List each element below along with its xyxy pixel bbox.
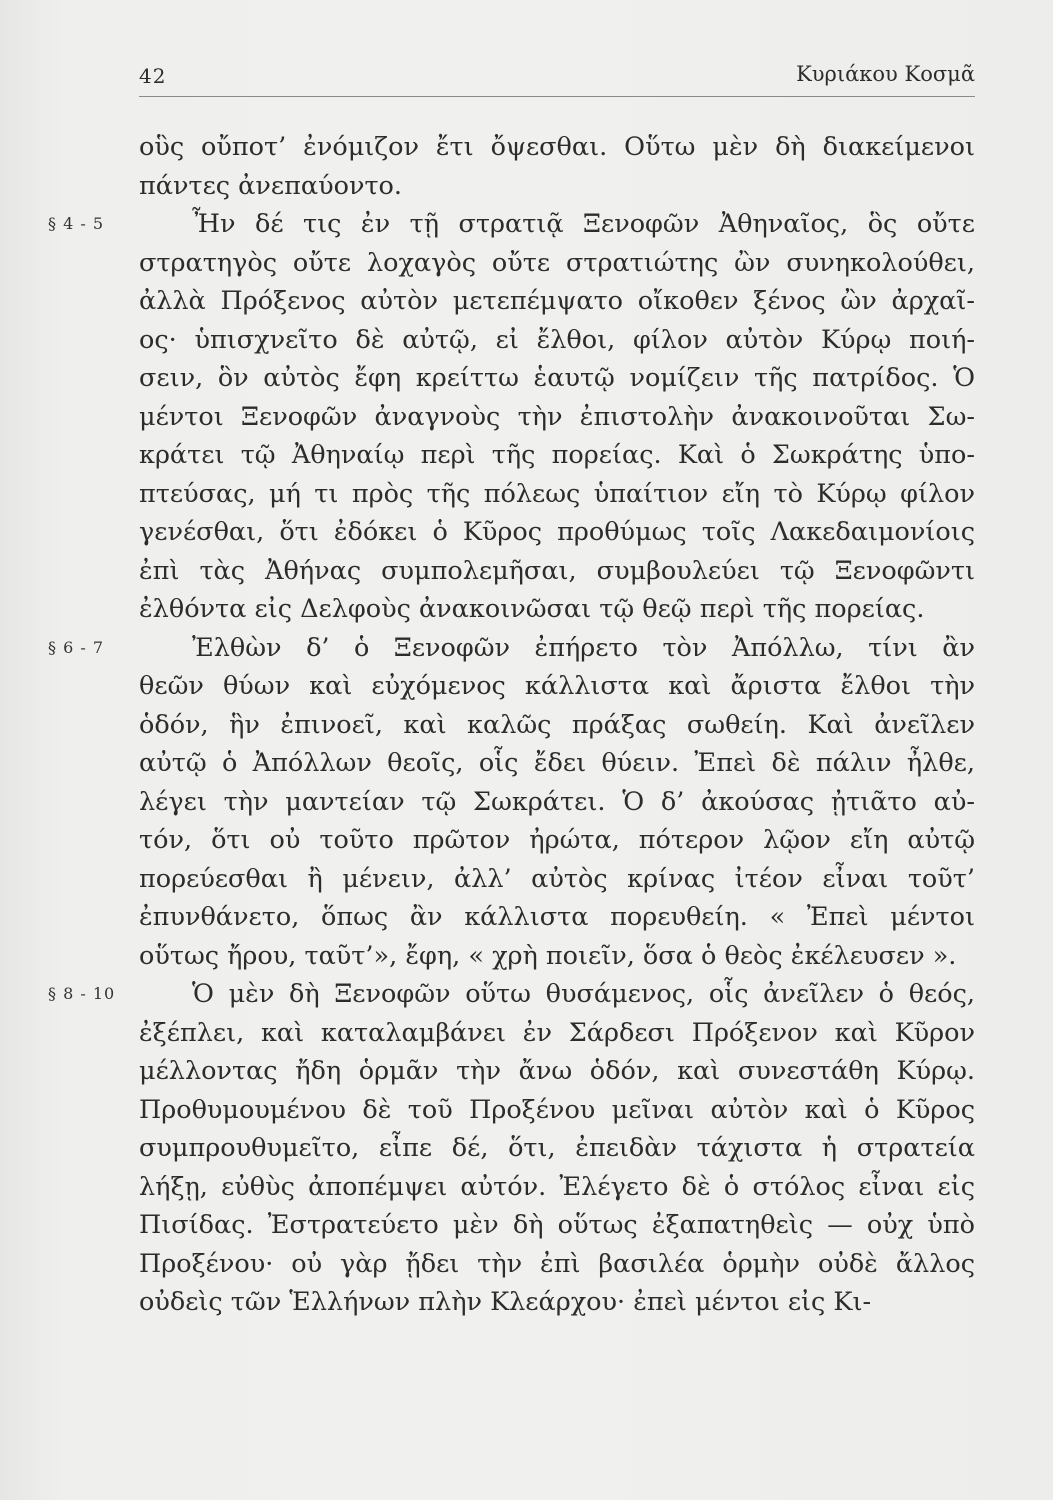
text-line <box>139 359 975 398</box>
line-text: γενέσθαι, ὅτι ἐδόκει ὁ Κῦρος προθύμως τοῖς Λακεδαιμονίοις <box>139 517 975 547</box>
text-line <box>139 321 975 360</box>
text-line <box>139 783 975 822</box>
text-line <box>139 552 975 591</box>
text-line <box>139 1091 975 1130</box>
line-text: κράτει τῷ Ἀθηναίῳ περὶ τῆς πορείας. Καὶ ὁ Σωκράτης ὑπο- <box>139 440 975 470</box>
running-head: Κυριάκου Κοσμᾶ <box>796 62 975 86</box>
text-line <box>139 937 975 976</box>
line-text: αὐτῷ ὁ Ἀπόλλων θεοῖς, οἷς ἔδει θύειν. Ἐπεὶ δὲ πάλιν ἦλθε, <box>139 748 975 778</box>
text-line <box>139 590 975 629</box>
text-line <box>139 1052 975 1091</box>
page-header <box>139 58 975 94</box>
text-line <box>139 1014 975 1053</box>
line-text: Πισίδας. Ἐστρατεύετο μὲν δὴ οὕτως ἐξαπατηθεὶς — οὐχ ὑπὸ <box>139 1210 975 1240</box>
text-line <box>139 1283 975 1322</box>
line-text: μέλλοντας ἤδη ὁρμᾶν τὴν ἄνω ὁδόν, καὶ συνεστάθη Κύρῳ. <box>139 1056 975 1086</box>
line-text: Προξένου· οὐ γὰρ ᾔδει τὴν ἐπὶ βασιλέα ὁρμὴν οὐδὲ ἄλλος <box>139 1248 975 1279</box>
line-text: Ἐλθὼν δ’ ὁ Ξενοφῶν ἐπήρετο τὸν Ἀπόλλω, τίνι ἂν <box>192 632 975 663</box>
page-number: 42 <box>139 64 167 88</box>
line-text: ἐπυνθάνετο, ὅπως ἂν κάλλιστα πορευθείη. « Ἐπεὶ μέντοι <box>139 902 975 932</box>
text-line <box>139 128 975 167</box>
line-text: μέντοι Ξενοφῶν ἀναγνοὺς τὴν ἐπιστολὴν ἀνακοινοῦται Σω- <box>139 401 975 432</box>
line-text: πτεύσας, μή τι πρὸς τῆς πόλεως ὑπαίτιον εἴη τὸ Κύρῳ φίλον <box>139 478 975 509</box>
line-text: Προθυμουμένου δὲ τοῦ Προξένου μεῖναι αὐτὸν καὶ ὁ Κῦρος <box>139 1094 975 1125</box>
line-text: ὁδόν, ἣν ἐπινοεῖ, καὶ καλῶς πράξας σωθείη. Καὶ ἀνεῖλεν <box>139 709 975 740</box>
section-marginal-note: § 6 - 7 <box>48 637 105 657</box>
text-line <box>139 706 975 745</box>
line-text: Ἦν δέ τις ἐν τῇ στρατιᾷ Ξενοφῶν Ἀθηναῖος, ὃς οὔτε <box>192 209 975 239</box>
text-line <box>139 744 975 783</box>
text-line <box>139 436 975 475</box>
text-line <box>139 167 975 206</box>
line-text: συμπρουθυμεῖτο, εἶπε δέ, ὅτι, ἐπειδὰν τάχιστα ἡ στρατεία <box>139 1133 975 1163</box>
text-line <box>139 398 975 437</box>
text-line <box>139 667 975 706</box>
body-text <box>48 128 975 1322</box>
text-line <box>48 629 975 668</box>
text-line <box>139 244 975 283</box>
text-line <box>139 1206 975 1245</box>
line-text: ος· ὑπισχνεῖτο δὲ αὐτῷ, εἰ ἔλθοι, φίλον αὐτὸν Κύρῳ ποιή- <box>139 324 975 355</box>
text-line <box>139 860 975 899</box>
line-text: πορεύεσθαι ἢ μένειν, ἀλλ’ αὐτὸς κρίνας ἰτέον εἶναι τοῦτ’ <box>139 863 975 894</box>
line-text: οὕτως ἤρου, ταῦτ’», ἔφη, « χρὴ ποιεῖν, ὅσα ὁ θεὸς ἐκέλευσεν ». <box>139 940 957 971</box>
line-text: θεῶν θύων καὶ εὐχόμενος κάλλιστα καὶ ἄριστα ἔλθοι τὴν <box>139 671 975 701</box>
section-marginal-note: § 8 - 10 <box>48 984 116 1003</box>
text-line <box>139 513 975 552</box>
text-line <box>139 475 975 514</box>
line-text: Ὁ μὲν δὴ Ξενοφῶν οὕτω θυσάμενος, οἷς ἀνεῖλεν ὁ θεός, <box>192 979 975 1009</box>
line-text: πάντες ἀνεπαύοντο. <box>139 170 403 201</box>
line-text: ἐπὶ τὰς Ἀθήνας συμπολεμῆσαι, συμβουλεύει τῷ Ξενοφῶντι <box>139 555 975 586</box>
header-rule <box>139 96 975 97</box>
line-text: οὐδεὶς τῶν Ἑλλήνων πλὴν Κλεάρχου· ἐπεὶ μέντοι εἰς Κι- <box>139 1287 872 1317</box>
text-line <box>139 1245 975 1284</box>
line-text: λέγει τὴν μαντείαν τῷ Σωκράτει. Ὁ δ’ ἀκούσας ᾐτιᾶτο αὐ- <box>139 786 975 817</box>
line-text: ἐξέπλει, καὶ καταλαμβάνει ἐν Σάρδεσι Πρόξενον καὶ Κῦρον <box>139 1017 975 1048</box>
line-text: στρατηγὸς οὔτε λοχαγὸς οὔτε στρατιώτης ὢν συνηκολούθει, <box>139 247 975 278</box>
section-marginal-note: § 4 - 5 <box>48 214 105 233</box>
text-line <box>139 1129 975 1168</box>
line-text: τόν, ὅτι οὐ τοῦτο πρῶτον ἠρώτα, πότερον λῷον εἴη αὐτῷ <box>139 825 975 855</box>
line-text: ἐλθόντα εἰς Δελφοὺς ἀνακοινῶσαι τῷ θεῷ περὶ τῆς πορείας. <box>139 594 925 624</box>
text-line <box>139 821 975 860</box>
text-line <box>48 975 975 1014</box>
line-text: οὓς οὔποτ’ ἐνόμιζον ἔτι ὄψεσθαι. Οὕτω μὲν δὴ διακείμενοι <box>139 132 975 162</box>
text-line <box>139 1168 975 1207</box>
line-text: λήξῃ, εὐθὺς ἀποπέμψει αὐτόν. Ἐλέγετο δὲ ὁ στόλος εἶναι εἰς <box>139 1171 975 1202</box>
text-line <box>139 282 975 321</box>
text-line <box>48 205 975 244</box>
text-line <box>139 898 975 937</box>
line-text: σειν, ὃν αὐτὸς ἔφη κρείττω ἑαυτῷ νομίζειν τῆς πατρίδος. Ὁ <box>139 363 975 393</box>
line-text: ἀλλὰ Πρόξενος αὐτὸν μετεπέμψατο οἴκοθεν ξένος ὢν ἀρχαῖ- <box>139 286 975 316</box>
